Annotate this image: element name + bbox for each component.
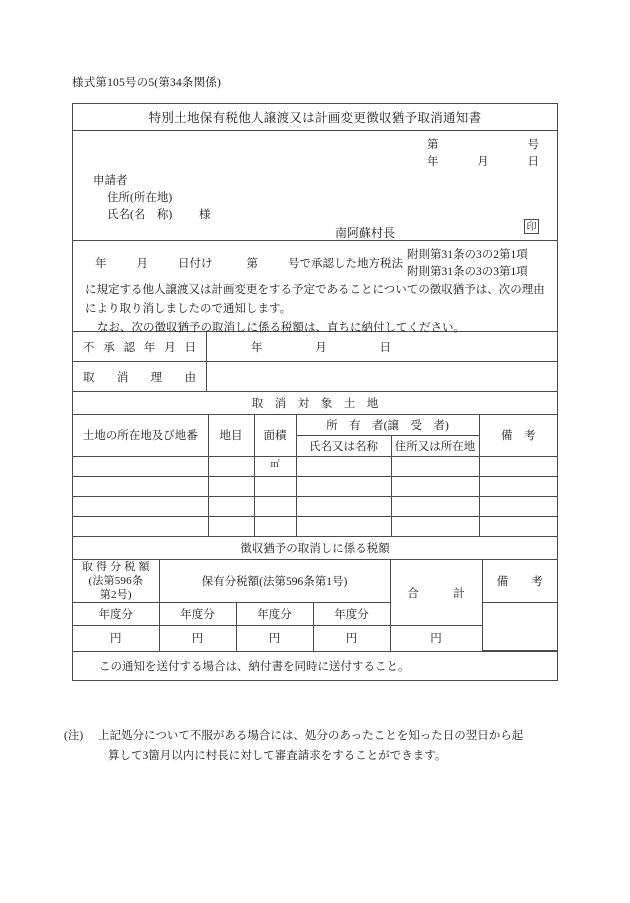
cell-tax-remarks[interactable] [482,603,557,651]
approval-year: 年 [95,257,107,270]
cell-owner-name[interactable] [296,496,391,516]
footnote-line-1 [64,726,564,746]
cell-location[interactable] [73,496,208,516]
issuer-name: 南阿蘇村長 [335,226,396,240]
label-char-6: 日 [184,341,196,354]
cell-holding-yen-2[interactable]: 円 [236,626,313,651]
fiscal-year-cell-3: 年度分 [236,603,313,626]
tax-section-banner [73,537,557,560]
cell-acquisition-yen[interactable]: 円 [73,626,159,651]
header-acquisition-tax [73,560,159,603]
cell-category[interactable] [208,456,254,476]
delivery-note-row [73,652,557,680]
land-section-banner [73,392,557,415]
label-char-5: 月 [164,341,176,354]
tax-section-banner-text: 徴収猶予の取消しに係る税額 [240,543,390,555]
body-paragraph [73,241,557,332]
seal-stamp-box: 印 [524,219,539,234]
applicant-name-row [93,207,211,224]
header-owner-name: 氏名又は名称 [296,435,391,456]
law-reference-1: 附則第31条の3の2第1項 [407,249,528,261]
acquisition-label-line-2: (法第596条 [88,575,144,587]
date-day-label: 日 [379,341,391,354]
date-month-label: 月 [315,341,327,354]
body-line-4: なお、次の徴収猶予の取消しに係る税額は、直ちに納付してください。 [97,322,465,334]
law-reference-group [407,247,528,281]
applicant-address-label: 住所(所在地) [107,192,173,204]
header-owner-address: 住所又は所在地 [391,435,479,456]
header-block [73,131,557,241]
body-line-2: に規定する他人譲渡又は計画変更をする予定であることについての徴収猶予は、次の理由 [85,284,545,296]
applicant-heading: 申請者 [93,175,128,187]
header-holding-tax: 保有分税額(法第596条第1号) [159,560,390,603]
cell-area[interactable] [254,456,296,476]
approval-number-prefix: 第 [246,257,258,270]
table-row[interactable] [73,456,557,476]
cell-holding-yen-1[interactable]: 円 [159,626,236,651]
number-suffix: 号 [527,139,539,151]
cell-owner-name[interactable] [296,476,391,496]
cell-area[interactable] [254,476,296,496]
label-char-4: 年 [143,341,156,354]
header-owner-group: 所 有 者(譲 受 者) [296,415,479,435]
cell-category[interactable] [208,476,254,496]
cell-owner-address[interactable] [391,456,479,476]
approval-reference-line [85,247,545,281]
cell-area[interactable] [254,496,296,516]
header-total: 合 計 [390,560,482,626]
footnote-text-1: 上記処分について不服がある場合には、処分のあったことを知った日の翌日から起 [98,730,524,742]
cell-remarks[interactable] [479,456,557,476]
tax-table [73,560,557,651]
law-reference-2: 附則第31条の3の3第1項 [407,266,528,278]
month-label: 月 [477,156,489,168]
cell-location[interactable] [73,476,208,496]
cancellation-reason-label [73,362,207,391]
reason-char-3: 理 [150,371,163,384]
day-label: 日 [527,156,539,168]
number-prefix: 第 [427,139,439,151]
header-remarks: 備 考 [479,415,557,456]
form-code: 様式第105号の5(第34条関係) [72,77,222,89]
land-table [73,415,557,536]
year-label: 年 [427,156,439,168]
reason-char-1: 取 [83,371,95,384]
title-row [73,104,557,131]
document-date-line [427,154,539,171]
acquisition-label-line-3: 第2号) [99,589,132,601]
date-placeholder [251,339,391,355]
fiscal-year-cell-2: 年度分 [159,603,236,626]
label-char-2: 承 [103,341,115,354]
header-tax-remarks: 備 考 [482,560,557,603]
table-row[interactable] [73,516,557,536]
cell-area[interactable] [254,516,296,536]
reason-char-2: 消 [116,371,129,384]
document-number-line [427,137,539,154]
cell-location[interactable] [73,516,208,536]
cell-category[interactable] [208,516,254,536]
land-table-header-row-1 [73,415,557,435]
tax-table-wrapper [73,560,557,652]
date-year-label: 年 [251,341,263,354]
cell-total-yen[interactable]: 円 [390,626,482,651]
area-unit-label: ㎡ [270,458,280,469]
cell-remarks[interactable] [479,516,557,536]
cell-category[interactable] [208,496,254,516]
page-title: 特別土地保有税他人譲渡又は計画変更徴収猶予取消通知書 [148,111,482,125]
reason-char-4: 由 [184,371,196,384]
approval-date-suffix: 日付け [178,257,213,270]
label-char-1: 不 [83,341,95,354]
cell-owner-name[interactable] [296,456,391,476]
applicant-honorific: 様 [199,209,211,221]
footnote-block [64,726,564,766]
body-line-3: により取り消しましたので通知します。 [85,303,292,315]
footnote-label: (注) [64,730,84,742]
acquisition-label-line-1: 取 得 分 税 額 [81,561,150,573]
header-land-category: 地目 [208,415,254,456]
cell-holding-yen-3[interactable]: 円 [313,626,390,651]
cell-owner-address[interactable] [391,516,479,536]
footnote-line-2: 算して3箇月以内に村長に対して審査請求をすることができます。 [108,750,447,762]
approval-month: 月 [136,257,148,270]
cell-owner-address[interactable] [391,496,479,516]
cell-location[interactable] [73,456,208,476]
header-area: 面積 [254,415,296,456]
applicant-name-label: 氏名(名 称) [107,209,173,221]
fiscal-year-cell-1: 年度分 [73,603,159,626]
applicant-block [93,173,211,224]
fiscal-year-cell-4: 年度分 [313,603,390,626]
label-char-3: 認 [123,341,136,354]
main-form-frame [72,103,558,681]
header-location: 土地の所在地及び地番 [73,415,208,456]
document-number-block [427,137,539,171]
delivery-note-text: この通知を送付する場合は、納付書を同時に送付すること。 [99,661,410,673]
cell-owner-name[interactable] [296,516,391,536]
cell-remarks[interactable] [479,476,557,496]
land-section-banner-text: 取 消 対 象 土 地 [251,398,379,410]
cell-owner-address[interactable] [391,476,479,496]
land-table-wrapper [73,415,557,537]
table-row[interactable] [73,476,557,496]
cell-remarks[interactable] [479,496,557,516]
cancellation-reason-value[interactable] [207,362,557,391]
table-row[interactable] [73,496,557,516]
tax-header-row [73,560,557,603]
tax-fiscal-year-row [73,603,557,626]
cancellation-reason-row [73,362,557,392]
approval-number-tail: 号で承認した地方税法 [288,257,403,270]
